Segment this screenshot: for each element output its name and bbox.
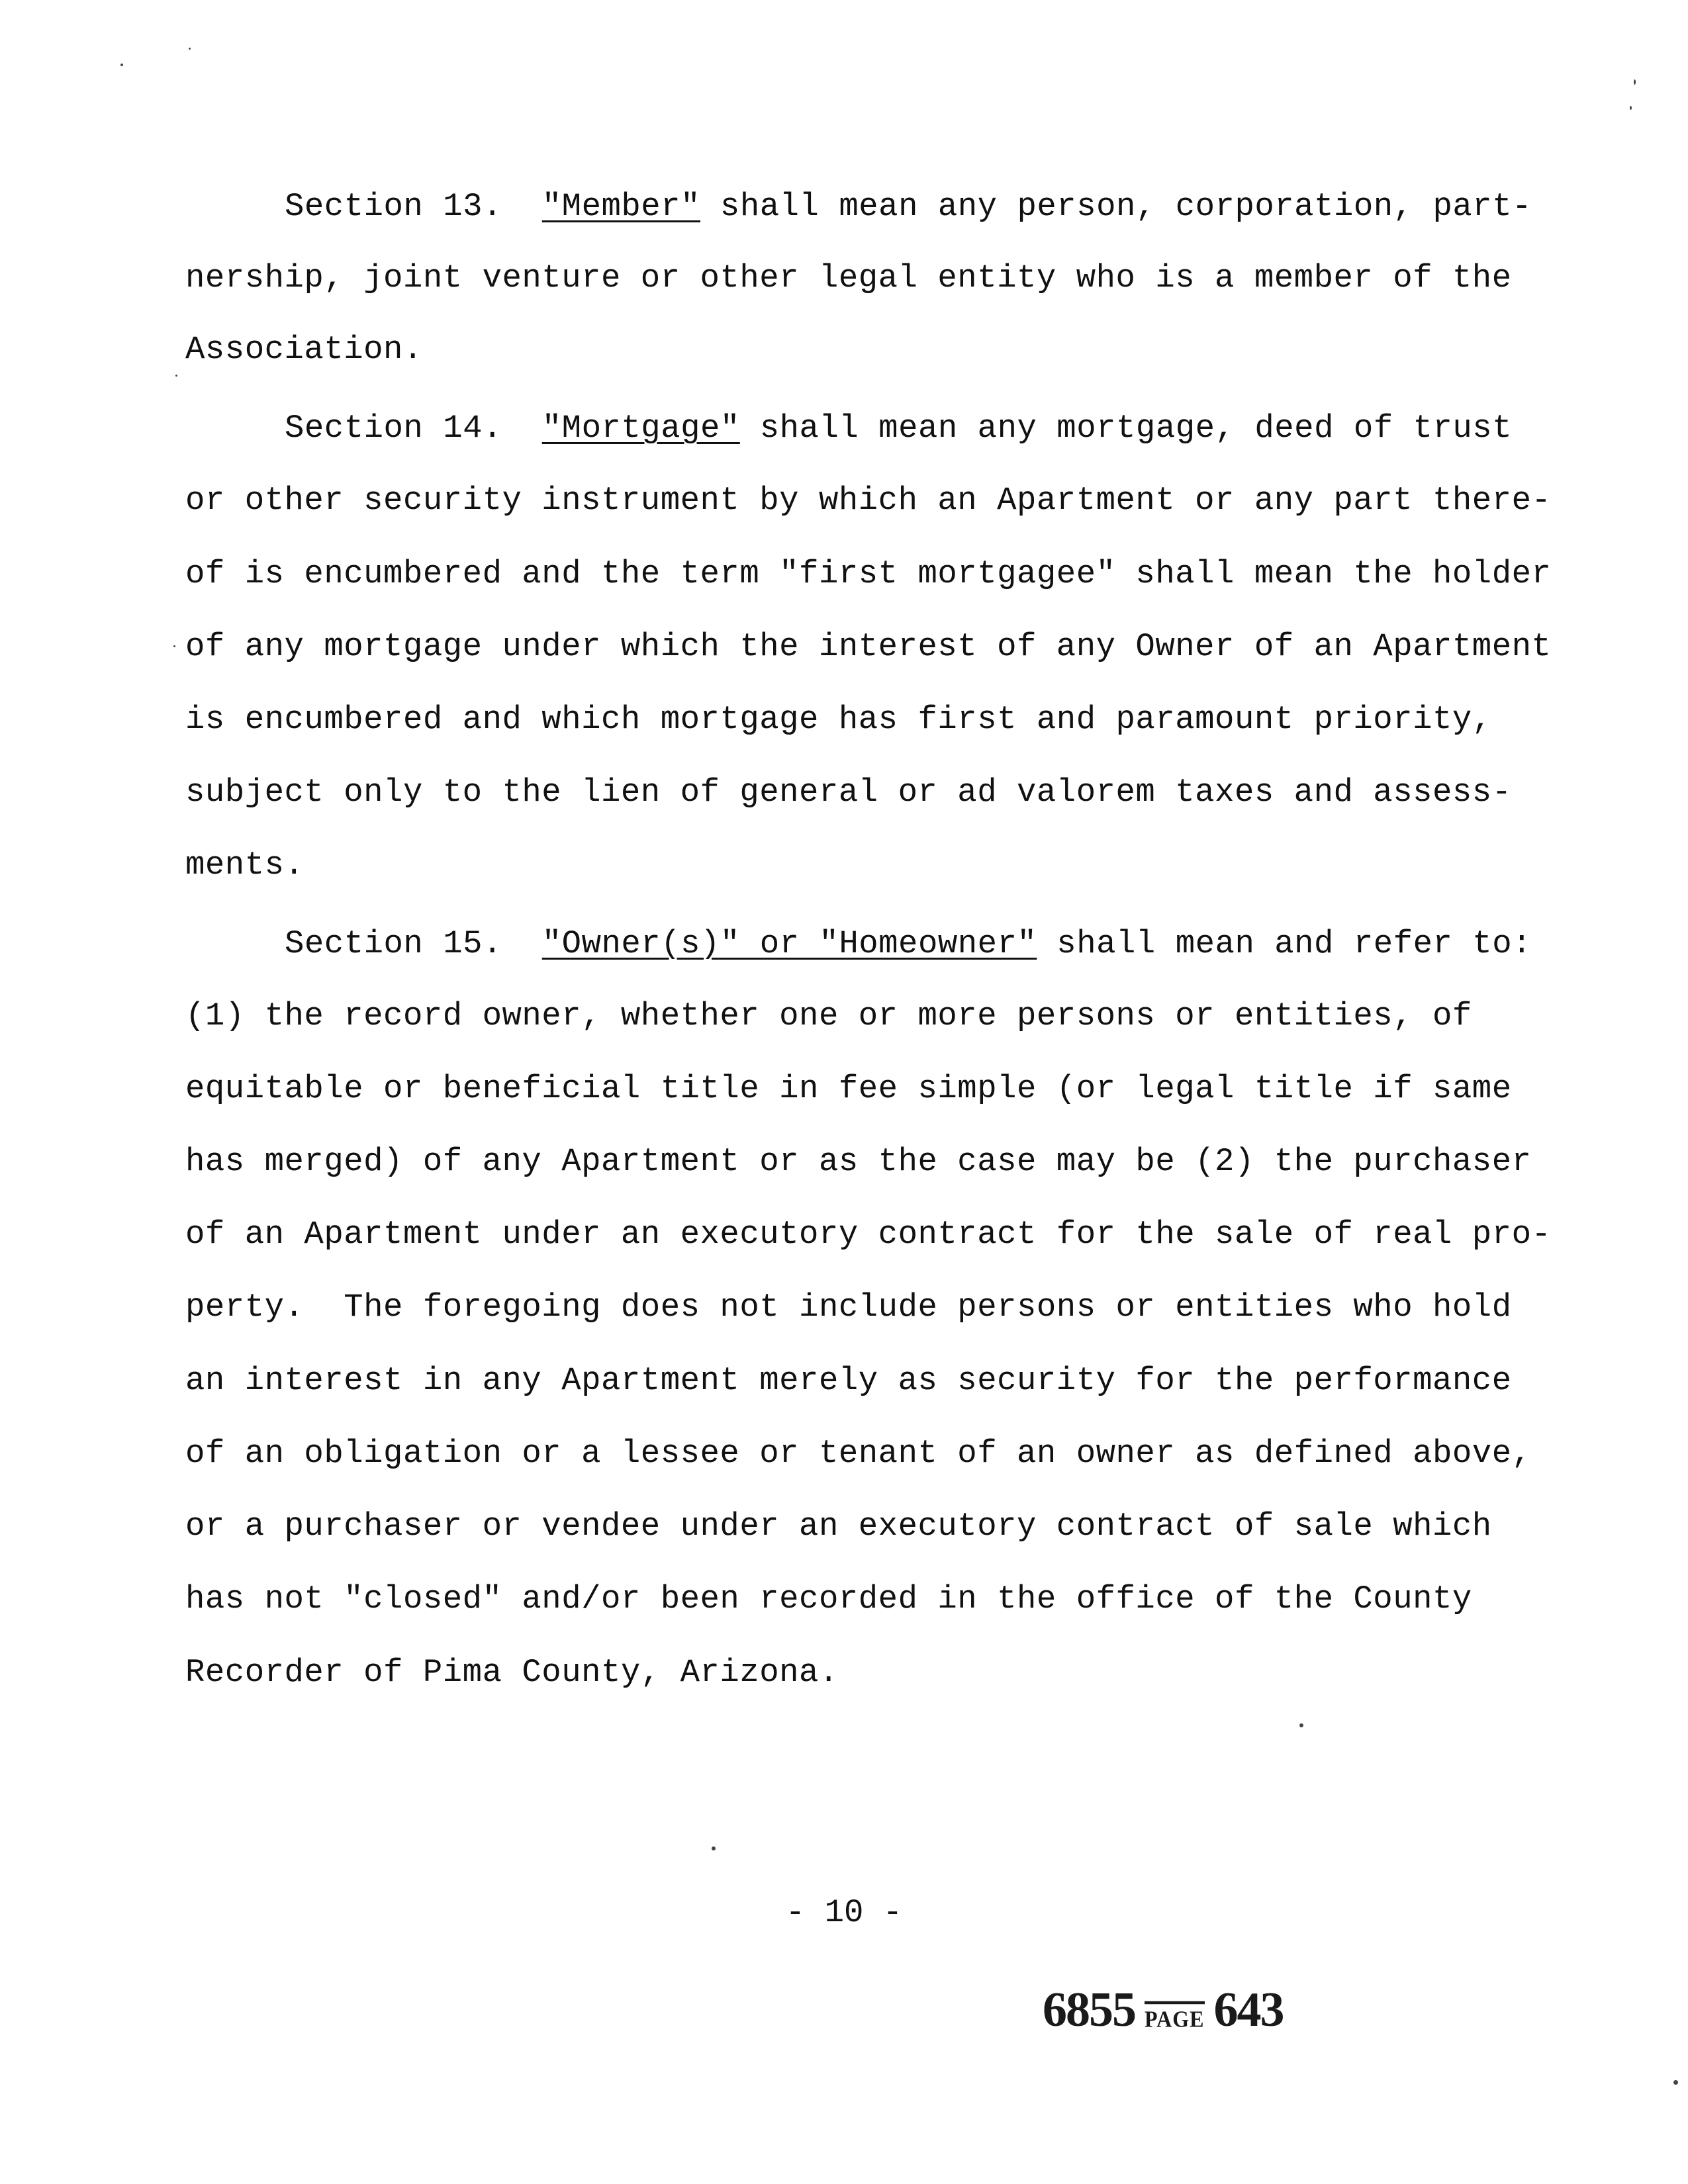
scan-speck	[189, 48, 191, 50]
term-owner-homeowner: "Owner(s)" or "Homeowner"	[541, 925, 1037, 962]
section-14-line-5: is encumbered and which mortgage has first and paramount priority,	[185, 701, 1492, 738]
scan-speck	[173, 645, 175, 647]
scan-speck	[1299, 1723, 1303, 1727]
scan-speck	[712, 1846, 716, 1850]
section-15-line-5: of an Apartment under an executory contract for the sale of real pro-	[185, 1216, 1552, 1253]
section-13-line-1: Section 13. "Member" shall mean any person, corporation, part-	[285, 188, 1532, 225]
stamp-page-label: PAGE	[1145, 2001, 1205, 2032]
page-number: - 10 -	[785, 1894, 903, 1931]
section-14-line-4: of any mortgage under which the interest of any Owner of an Apartment	[185, 628, 1552, 665]
section-15-line-9: or a purchaser or vendee under an executory contract of sale which	[185, 1508, 1492, 1545]
section-15-line-4: has merged) of any Apartment or as the case may be (2) the purchaser	[185, 1143, 1532, 1180]
section-13-line-3: Association.	[185, 331, 423, 368]
section-13-line-2: nership, joint venture or other legal entity who is a member of the	[185, 259, 1512, 296]
section-13-label: Section 13.	[285, 188, 542, 225]
section-15-line-3: equitable or beneficial title in fee simple (or legal title if same	[185, 1070, 1512, 1107]
scan-speck	[1673, 2080, 1678, 2085]
section-14-line-1: Section 14. "Mortgage" shall mean any mortgage, deed of trust	[285, 410, 1513, 447]
section-14-line-2: or other security instrument by which an Apartment or any part there-	[185, 482, 1552, 519]
scan-speck	[120, 64, 123, 66]
section-15-line-8: of an obligation or a lessee or tenant of an owner as defined above,	[185, 1435, 1532, 1472]
section-15-label: Section 15.	[285, 925, 542, 962]
section-14-label: Section 14.	[285, 410, 542, 447]
term-mortgage: "Mortgage"	[541, 410, 740, 447]
section-15-line-7: an interest in any Apartment merely as security for the performance	[185, 1362, 1512, 1399]
scan-speck	[1634, 79, 1636, 85]
section-15-line-6: perty. The foregoing does not include persons or entities who hold	[185, 1289, 1512, 1326]
section-15-line-11: Recorder of Pima County, Arizona.	[185, 1654, 839, 1691]
section-15-line-2: (1) the record owner, whether one or more persons or entities, of	[185, 997, 1472, 1034]
scan-speck	[1630, 106, 1632, 110]
stamp-book-number: 6855	[1043, 1983, 1135, 2037]
section-15-line-1: Section 15. "Owner(s)" or "Homeowner" shall mean and refer to:	[285, 925, 1532, 962]
section-14-line-3: of is encumbered and the term "first mortgagee" shall mean the holder	[185, 555, 1552, 592]
stamp-page-number: 643	[1213, 1983, 1284, 2037]
term-member: "Member"	[541, 188, 701, 225]
scan-speck	[175, 375, 177, 377]
section-15-line-10: has not "closed" and/or been recorded in the office of the County	[185, 1580, 1472, 1617]
section-14-line-7: ments.	[185, 846, 305, 884]
recording-stamp	[1043, 1982, 1334, 2042]
section-14-line-6: subject only to the lien of general or ad valorem taxes and assess-	[185, 774, 1512, 811]
